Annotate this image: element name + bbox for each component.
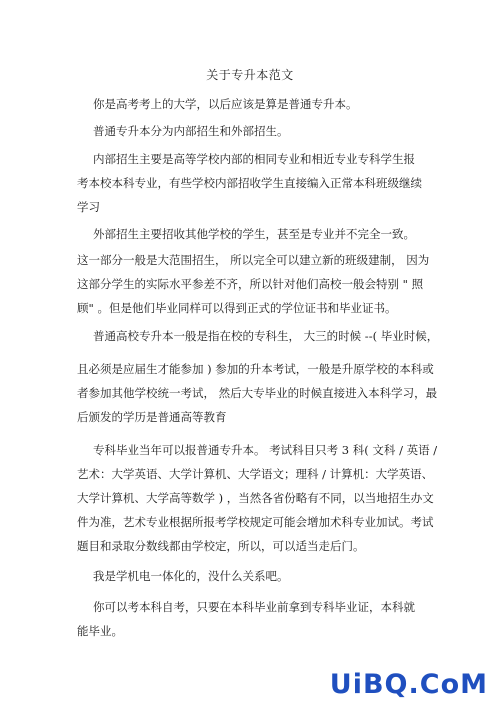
paragraph-line: 这部分学生的实际水平参差不齐，所以针对他们高校一般会特别 " 照 — [77, 277, 424, 291]
paragraph-line: 且必须是应届生才能参加 ) 参加的升本考试，一般是升原学校的本科或 — [77, 362, 434, 376]
paragraph-line: 考本校本科专业，有些学校内部招收学生直接编入正常本科班级继续 — [77, 176, 422, 190]
paragraph-line: 这一部分一般是大范围招生， 所以完全可以建立新的班级建制， 因为 — [77, 253, 430, 267]
paragraph-line: 内部招生主要是高等学校内部的相同专业和相近专业专科学生报 — [93, 152, 415, 166]
paragraph-line: 能毕业。 — [77, 624, 123, 638]
paragraph-line: 你可以考本科自考，只要在本科毕业前拿到专科毕业证，本科就 — [93, 600, 415, 614]
site-watermark: UiBQ.CoM — [329, 669, 488, 700]
paragraph-line: 专科毕业当年可以报普通专升本。 考试科目只考 3 科( 文科 / 英语 / — [93, 443, 438, 457]
document-title: 关于专升本范文 — [206, 68, 294, 82]
paragraph-line: 普通专升本分为内部招生和外部招生。 — [93, 124, 289, 138]
paragraph-line: 你是高考考上的大学，以后应该是算是普通专升本。 — [93, 97, 358, 111]
paragraph-line: 外部招生主要招收其他学校的学生，甚至是专业并不完全一致。 — [93, 227, 415, 241]
paragraph-line: 普通高校专升本一般是指在校的专科生， 大三的时候 --( 毕业时候， — [93, 329, 439, 343]
paragraph-line: 艺术：大学英语、大学计算机、大学语文；理科 / 计算机：大学英语、 — [77, 467, 434, 481]
paragraph-line: 我是学机电一体化的，没什么关系吧。 — [93, 569, 289, 583]
paragraph-line: 顾" 。但是他们毕业同样可以得到正式的学位证书和毕业证书。 — [77, 301, 397, 315]
paragraph-line: 学习 — [77, 200, 100, 214]
paragraph-line: 件为准，艺术专业根据所报考学校规定可能会增加术科专业加试。考试 — [77, 515, 434, 529]
paragraph-line: 题目和录取分数线都由学校定，所以，可以适当走后门。 — [77, 539, 365, 553]
paragraph-line: 大学计算机、大学高等数学 ) ，当然各省份略有不同，以当地招生办文 — [77, 491, 434, 505]
paragraph-line: 后颁发的学历是普通高等教育 — [77, 410, 227, 424]
paragraph-line: 者参加其他学校统一考试， 然后大专毕业的时候直接进入本科学习，最 — [77, 386, 438, 400]
